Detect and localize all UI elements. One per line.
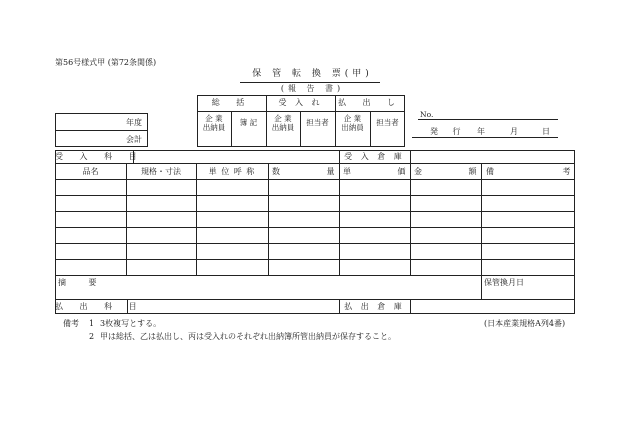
cell-label-bottom: 出納員 <box>341 122 364 132</box>
remarks-input[interactable] <box>100 276 478 298</box>
nendo-divider <box>55 130 148 131</box>
receipt-item-label: 受 入 科 目 <box>55 152 144 161</box>
number-underline[interactable] <box>418 119 558 120</box>
approval-cell-line-1 <box>231 111 232 147</box>
note-1: 3枚複写とする。 <box>100 319 162 328</box>
header-suryo-text: 数 量 <box>272 167 335 176</box>
kaikei-label: 会計 <box>126 135 142 144</box>
approval-group-ukeire: 受 入 れ <box>278 98 323 107</box>
approval-cell-line-3 <box>370 111 371 147</box>
header-kingaku-text: 金 額 <box>414 167 477 176</box>
approval-cell-haraidashi-suitoin[interactable] <box>335 115 370 132</box>
header-tani: 単 位 呼 称 <box>208 167 256 176</box>
summary-sep <box>481 275 482 299</box>
issue-label: 発 行 <box>430 127 467 136</box>
transfer-date-input[interactable] <box>484 289 572 298</box>
receipt-row-bottom <box>55 163 575 164</box>
approval-group-haraidashi: 払 出 し <box>337 98 403 107</box>
nendo-input[interactable] <box>60 115 120 128</box>
header-kingaku <box>414 168 478 176</box>
payout-item-label: 払 出 科 目 <box>55 302 144 311</box>
receipt-item-input[interactable] <box>134 151 338 162</box>
note-2: 甲は総括、乙は払出し、丙は受入れのそれぞれ出納簿所管出納員が保存すること。 <box>100 332 396 341</box>
approval-cell-boki[interactable]: 簿 記 <box>239 118 258 127</box>
paper-standard: (日本産業規格A列4番) <box>484 319 566 328</box>
header-suryo <box>272 168 336 176</box>
receipt-warehouse-input[interactable] <box>411 151 574 162</box>
note-2-number: 2 <box>89 332 95 341</box>
payout-warehouse-input[interactable] <box>411 300 574 313</box>
payout-item-input[interactable] <box>128 300 338 313</box>
remarks-label: 摘 要 <box>58 278 107 287</box>
payout-warehouse-label: 払 出 倉 庫 <box>344 302 405 311</box>
notes-label: 備考 <box>63 319 79 328</box>
header-tanka-text: 単 価 <box>343 167 406 176</box>
form-code: 第56号様式甲 (第72条関係) <box>55 58 157 67</box>
title-underline <box>240 82 380 83</box>
issue-day-label: 日 <box>542 127 550 136</box>
form-subtitle: (報 告 書) <box>280 84 345 93</box>
cell-label-top: 企 業 <box>274 114 292 123</box>
cell-label-top: 企 業 <box>343 114 362 123</box>
issue-year-label: 年 <box>477 127 485 136</box>
receipt-warehouse-label: 受 入 倉 庫 <box>344 152 405 161</box>
line-items-area[interactable] <box>56 180 574 274</box>
issue-underline <box>412 137 558 138</box>
approval-cell-sokatsu-suitoin[interactable] <box>197 115 231 132</box>
number-label: No. <box>420 110 434 119</box>
header-hinmei: 品名 <box>82 167 99 176</box>
transfer-date-label: 保管換月日 <box>484 278 524 287</box>
issue-month-label: 月 <box>510 127 518 136</box>
header-tanka <box>343 168 407 176</box>
header-biko <box>486 168 570 176</box>
approval-cell-ukeire-suitoin[interactable] <box>266 115 300 132</box>
form-title: 保 管 転 換 票(甲) <box>252 69 373 79</box>
cell-label-top: 企 業 <box>205 114 223 123</box>
approval-divider <box>197 111 405 112</box>
note-1-number: 1 <box>89 319 95 328</box>
cell-label-bottom: 出納員 <box>202 122 226 132</box>
kaikei-input[interactable] <box>60 132 120 145</box>
header-kikaku: 規格・寸法 <box>141 167 181 176</box>
approval-cell-haraidashi-tantosha[interactable]: 担当者 <box>376 118 399 127</box>
approval-cell-line-2 <box>300 111 301 147</box>
approval-cell-ukeire-tantosha[interactable]: 担当者 <box>306 118 329 127</box>
cell-label-bottom: 出納員 <box>271 122 295 132</box>
header-biko-text: 備 考 <box>486 167 571 176</box>
nendo-label: 年度 <box>126 118 142 127</box>
approval-group-sokatsu: 総 括 <box>211 98 252 107</box>
